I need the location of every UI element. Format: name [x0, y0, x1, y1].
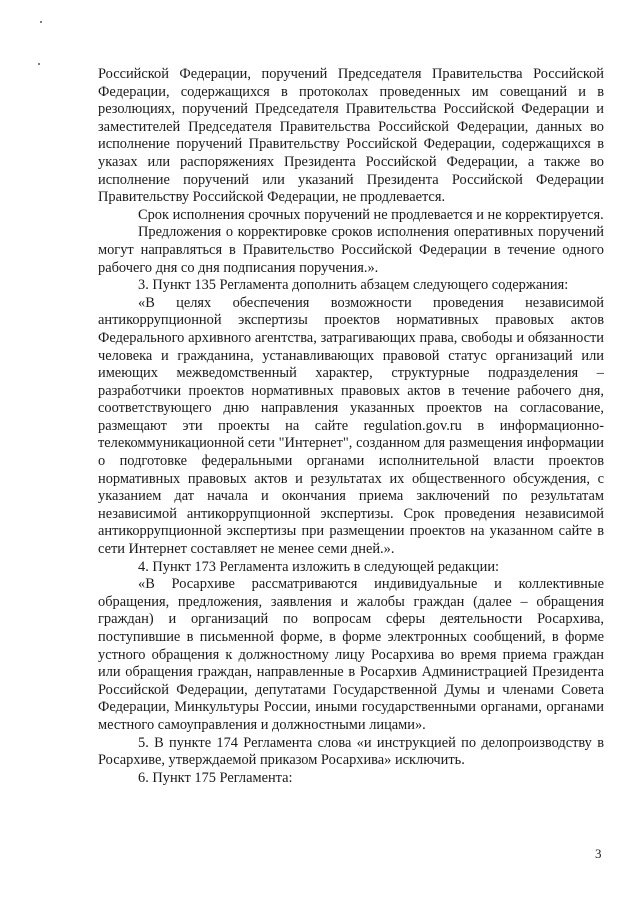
paragraph-1: Российской Федерации, поручений Председателя Правительства Российской Федерации, содержащихся в протоколах проведенных им совещаний и в резолюциях, поручений Председателя Правительства Российской Федерации и заместителей Председателя Правительства Российской Федерации, данных во исполнение поручений Правительству Российской Федерации, содержащихся в указах или распоряжениях Президента Российской Федерации, а также во исполнение поручений или указаний Президента Российской Федерации Правительству Российской Федерации, не продлевается.	[98, 66, 604, 206]
paragraph-5: «В целях обеспечения возможности проведения независимой антикоррупционной экспертизы проектов нормативных правовых актов Федерального архивного агентства, затрагивающих права, свободы и обязанности человека и гражданина, устанавливающих правовой статус организаций или имеющих межведомственный характер, структурные подразделения – разработчики проектов нормативных правовых актов в течение рабочего дня, соответствующего дню направления указанных проектов на согласование, размещают эти проекты на сайте regulation.gov.ru в информационно-телекоммуникационной сети "Интернет", созданном для размещения информации о подготовке федеральными органами исполнительной власти проектов нормативных правовых актов и результатах их общественного обсуждения, с указанием дат начала и окончания приема заключений по результатам независимой антикоррупционной экспертизы. Срок проведения независимой антикоррупционной экспертизы при размещении проектов на указанном сайте в сети Интернет составляет не менее семи дней.».	[98, 294, 604, 558]
paragraph-6: 4. Пункт 173 Регламента изложить в следующей редакции:	[138, 558, 500, 575]
document-body	[98, 66, 604, 787]
paragraph-3: Предложения о корректировке сроков исполнения оперативных поручений могут направляться в Правительство Российской Федерации в течение одного рабочего дня со дня подписания поручения.».	[98, 224, 604, 276]
paragraph-7: «В Росархиве рассматриваются индивидуальные и коллективные обращения, предложения, заявления и жалобы граждан (далее – обращения граждан) и организаций по вопросам сферы деятельности Росархива, поступившие в письменной форме, в форме электронных сообщений, в форме устного обращения к должностному лицу Росархива во время приема граждан или обращения граждан, направленные в Росархив Администрацией Президента Российской Федерации, депутатами Государственной Думы и членами Совета Федерации, Минкультуры России, иными государственными органами, органами местного самоуправления и должностными лицами».	[98, 576, 604, 733]
paragraph-4: 3. Пункт 135 Регламента дополнить абзацем следующего содержания:	[138, 277, 569, 294]
page-number: 3	[595, 846, 602, 861]
paragraph-9: 6. Пункт 175 Регламента:	[138, 769, 293, 786]
paragraph-2: Срок исполнения срочных поручений не продлевается и не корректируется.	[138, 206, 604, 223]
scan-speck	[40, 21, 42, 23]
scan-speck	[38, 63, 40, 65]
paragraph-8: 5. В пункте 174 Регламента слова «и инструкцией по делопроизводству в Росархиве, утверждаемой приказом Росархива» исключить.	[98, 734, 604, 769]
